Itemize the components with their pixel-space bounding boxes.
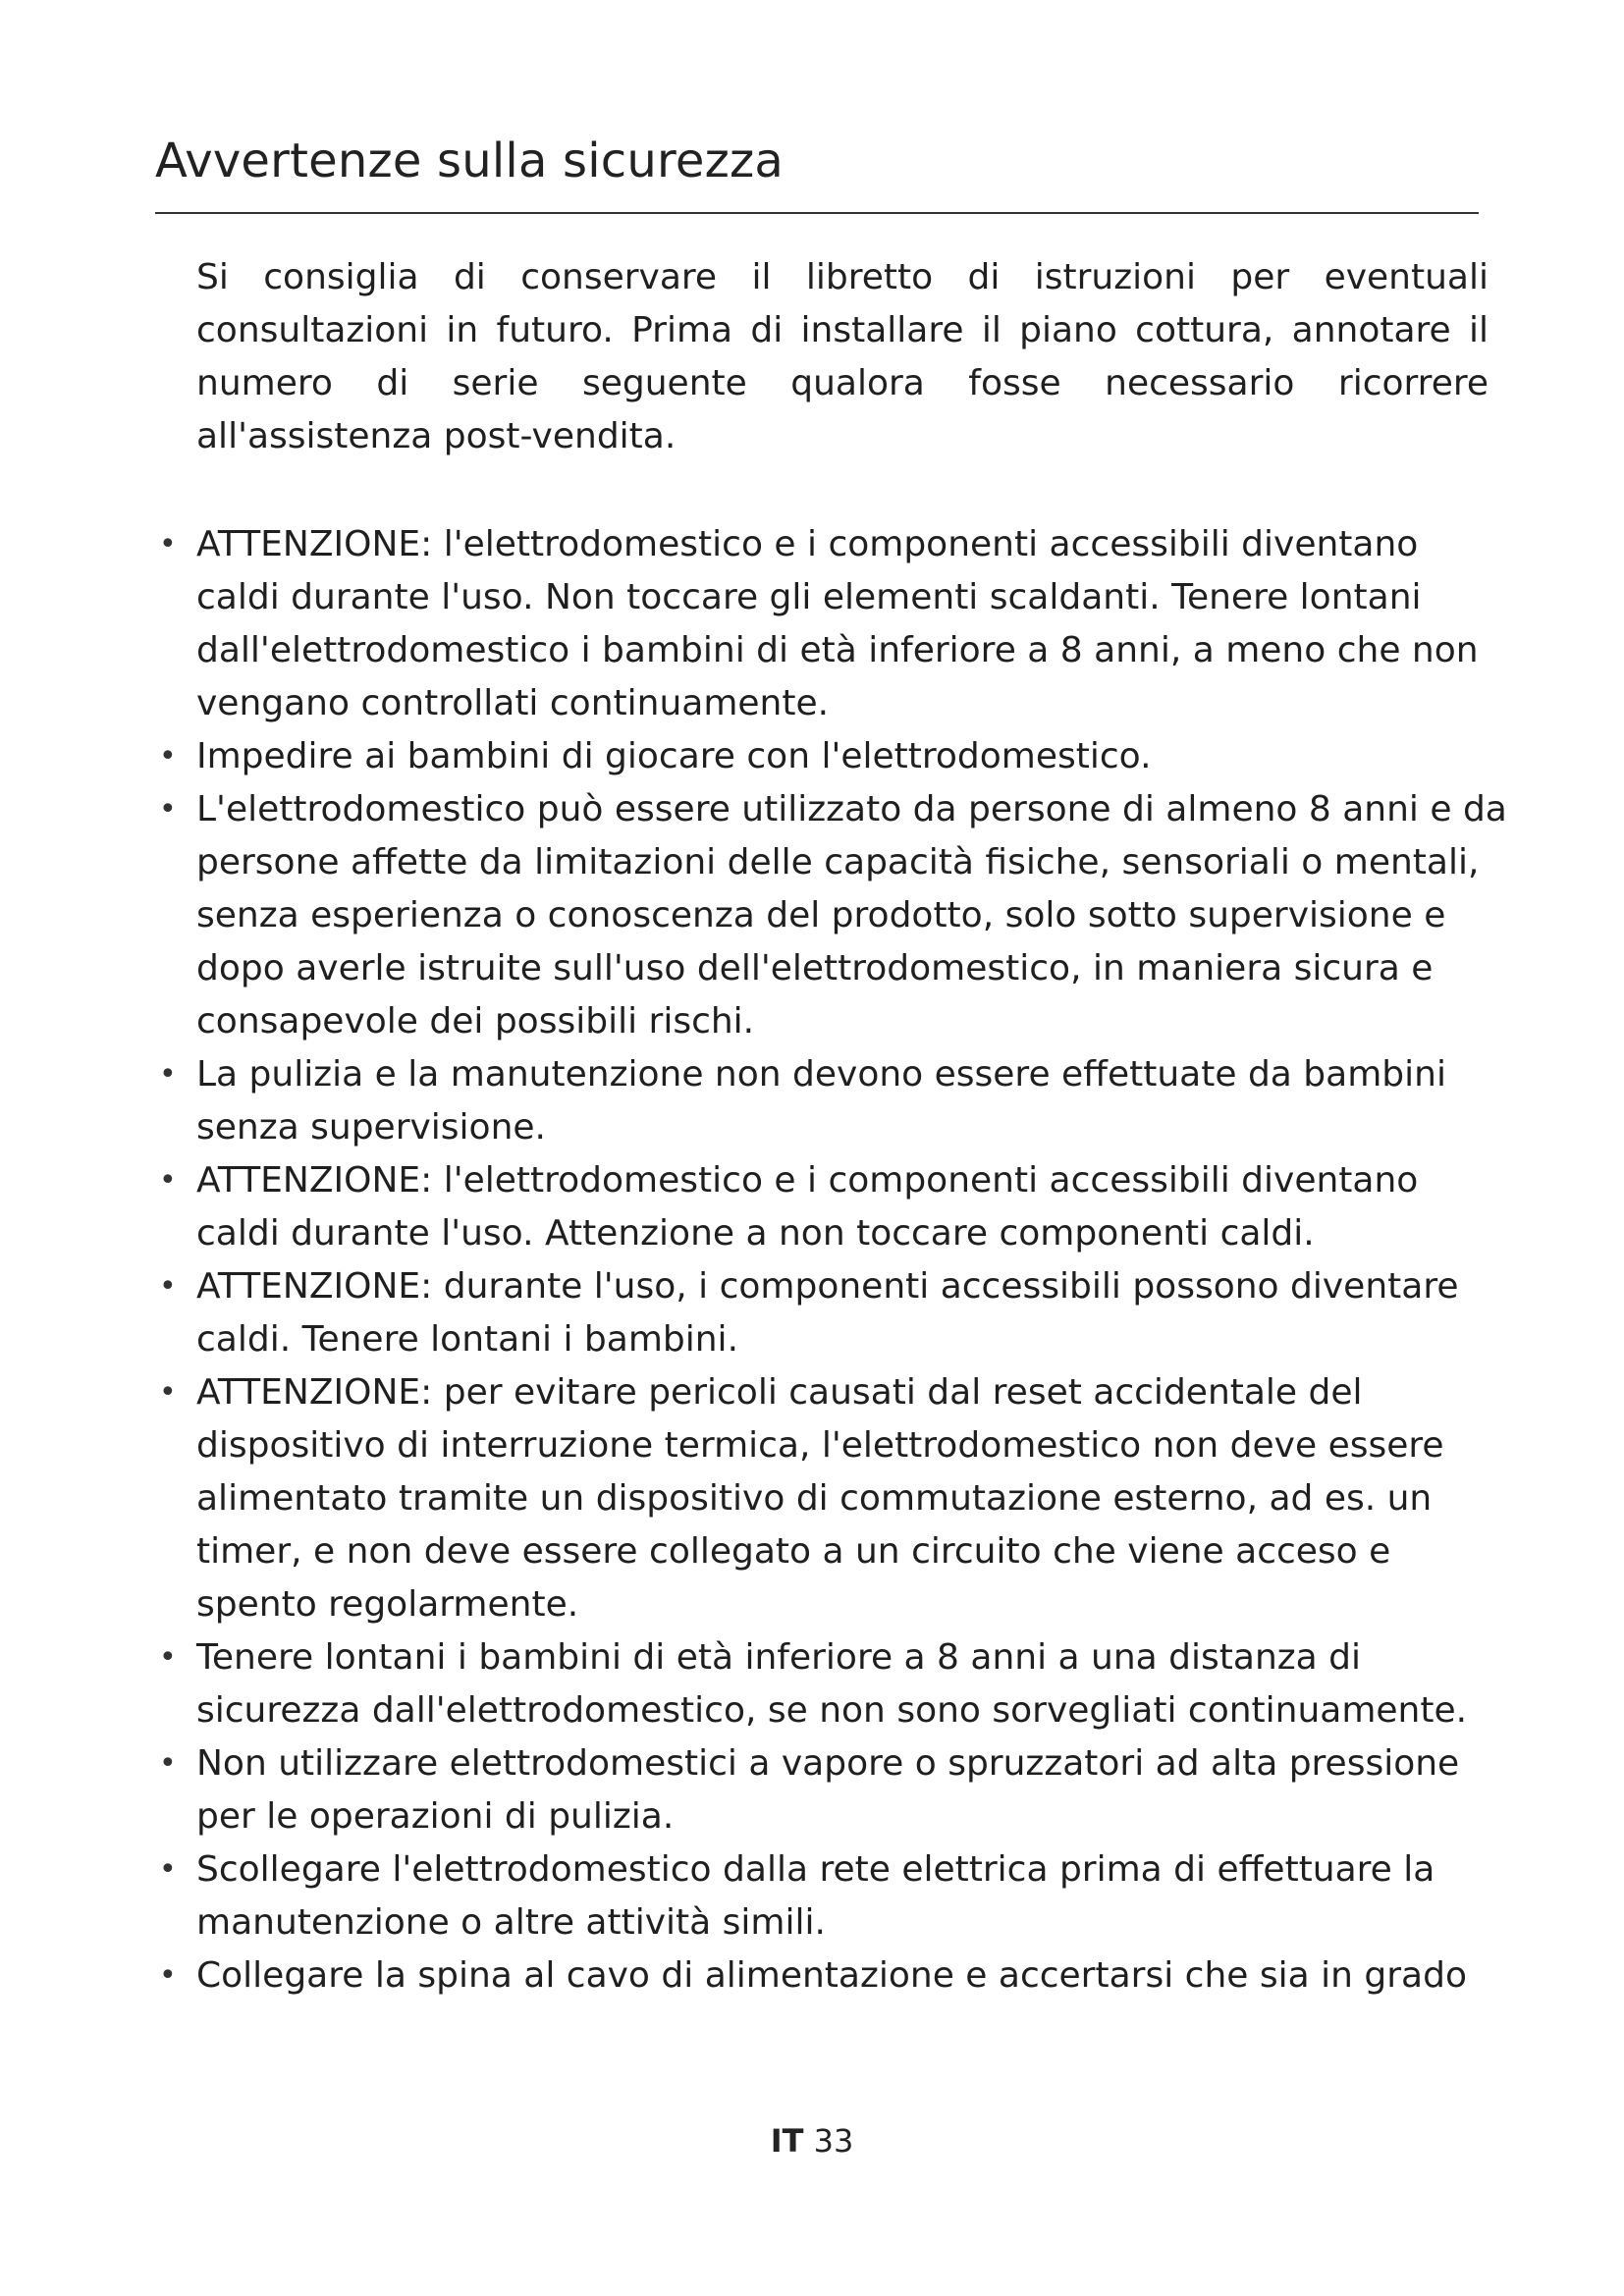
list-item [196, 1154, 1508, 1260]
page-title: Avvertenze sulla sicurezza [155, 133, 785, 188]
warning-text: • ATTENZIONE: l'elettrodomestico e i componenti accessibili diventano caldi durante l'uso. Non toccare gli elementi scaldanti. Tenere lontani dall'elettrodomestico i bambini di età inferiore a 8 anni, a meno che non vengano controllati continuamente. [196, 524, 1479, 723]
warning-text: • La pulizia e la manutenzione non devono essere effettuate da bambini senza supervisione. [196, 1054, 1446, 1148]
page-number: 33 [813, 2122, 854, 2160]
warning-text: • ATTENZIONE: per evitare pericoli causati dal reset accidentale del dispositivo di interruzione termica, l'elettrodomestico non deve essere alimentato tramite un dispositivo di commutazione esterno, ad es. un timer, e non deve essere collegato a un circuito che viene acceso e spento regolarmente. [196, 1372, 1444, 1625]
warning-text: • L'elettrodomestico può essere utilizzato da persone di almeno 8 anni e da persone affette da limitazioni delle capacità fisiche, sensoriali o mentali, senza esperienza o conoscenza del prodotto, solo sotto supervisione e dopo averle istruite sull'uso dell'elettrodomestico, in maniera sicura e consapevole dei possibili rischi. [196, 789, 1507, 1041]
list-item [196, 1631, 1508, 1737]
list-item [196, 730, 1508, 783]
warning-text: • Collegare la spina al cavo di alimentazione e accertarsi che sia in grado [196, 1955, 1467, 1996]
list-item [196, 1366, 1508, 1631]
list-item [196, 1260, 1508, 1366]
warning-text: • Tenere lontani i bambini di età inferiore a 8 anni a una distanza di sicurezza dall'elettrodomestico, se non sono sorvegliati continuamente. [196, 1637, 1468, 1731]
list-item [196, 783, 1508, 1048]
warning-text: • ATTENZIONE: durante l'uso, i componenti accessibili possono diventare caldi. Tenere lontani i bambini. [196, 1266, 1459, 1360]
list-item [196, 1949, 1508, 2002]
warning-text: • Non utilizzare elettrodomestici a vapore o spruzzatori ad alta pressione per le operazioni di pulizia. [196, 1743, 1460, 1837]
intro-paragraph: Si consiglia di conservare il libretto di istruzioni per eventuali consultazioni in futuro. Prima di installare il piano cottura, annotare il numero di serie seguente qualora fosse necessario ricorrere all'assistenza post-vendita. [196, 257, 1489, 456]
warning-text: • ATTENZIONE: l'elettrodomestico e i componenti accessibili diventano caldi durante l'uso. Attenzione a non toccare componenti caldi. [196, 1160, 1419, 1254]
warning-text: • Impedire ai bambini di giocare con l'elettrodomestico. [196, 736, 1152, 776]
warnings-list [196, 518, 1508, 2002]
title-divider [155, 212, 1479, 214]
page-footer [0, 2122, 1624, 2160]
list-item [196, 1048, 1508, 1154]
language-code: IT [770, 2122, 804, 2160]
list-item [196, 1843, 1508, 1949]
warning-text: • Scollegare l'elettrodomestico dalla rete elettrica prima di effettuare la manutenzione o altre attività simili. [196, 1849, 1435, 1943]
list-item [196, 518, 1508, 730]
list-item [196, 1737, 1508, 1843]
